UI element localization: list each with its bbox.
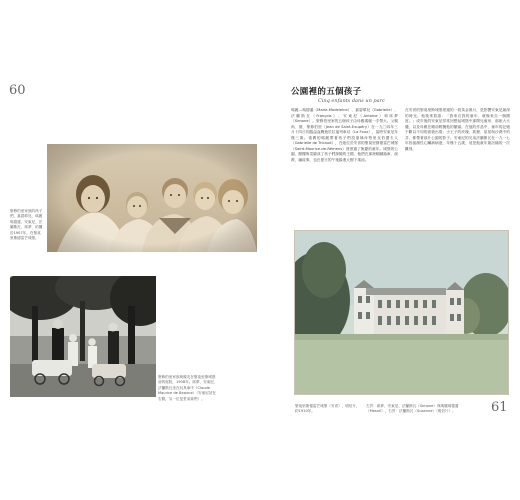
page-number-right: 61 [491, 400, 508, 415]
children-portrait-photo [47, 144, 257, 252]
body-column-right: 在安省的聖莫里斯城堡度過的一段黃金歲月，是影響安東尼最深的時光。他後來寫道：「我來自我的童年，就像來自一個國度。」成年後的安東尼常常回想起城堡中那間兒童房、那座大火爐，以及母親在睡前輕撫他的額頭。在他的作品中，童年的記憶不斷以不同的面貌出現：小王子的玫瑰、狐狸、星星與沙漠中的井，都帶著那片公園的影子。安東尼的兄弟法蘭斯瓦在一九一七年因風濕性心臟病病逝，年僅十五歲，這是他童年最沉痛的一次離別。 [405, 108, 510, 151]
caption-park-group: 聖修伯里家族與親友在聖莫里斯城堡前的庭院，1908年。席夢、安東尼、法蘭斯瓦坐在玩具車中（Claude Maurice de Beaune）（安東尼站在右側，另一位是堂弟妹們）。 [158, 375, 218, 401]
chapter-title: 公園裡的五個孩子 [291, 87, 362, 97]
chateau-postcard-photo [294, 230, 509, 395]
caption-chateau: 聖莫里斯德雷芒城堡（安省），明信片，約1910年。 [295, 404, 360, 413]
park-group-photo [10, 276, 156, 397]
page-number-left: 60 [9, 83, 26, 98]
caption-children-portrait: 聖修伯里家族的孩子們，嘉碧耶兒、瑪麗瑪德蓮、安東尼、法蘭斯瓦、席夢，約攝於1907年，在聖莫里斯德雷芒城堡。 [10, 209, 43, 241]
chapter-subtitle-french: Cinq enfants dans un parc [318, 98, 385, 104]
body-column-left: 瑪麗—瑪德蓮（Marie-Madeleine）、嘉碧耶兒（Gabrielle）、法蘭斯瓦（François）、安東尼（Antoine）和席夢（Simone）。聖修伯里家的五個孩子由母親瑪麗一手帶大。父親尚．德．聖修伯里（Jean de Saint-Exupéry）在一九〇四年三月十四日因腦溢血驟逝於拉福列車站（La Foux），當時安東尼年僅三歲。喪偶的瑪麗帶著孩子們投靠姨母特里戈伯爵夫人（Gabrielle de Tricaud），在她位於安省的聖莫里斯德雷芒城堡（Saint-Maurice-de-Rémens）裡度過了無憂的童年。城堡的公園、閣樓與菜園成了孩子們探險的王國，他們在那裡騎腳踏車、演戲、編故事，也在夏日的午後躲進大樹下乘涼。 [291, 108, 398, 162]
caption-right-footer: 左頁：席夢、安東尼、法蘭斯瓦（Simone）與瑪麗瑪德蓮（Mesnil），右頁：法蘭斯瓦（Suzanne）（明信片）。 [366, 404, 459, 413]
